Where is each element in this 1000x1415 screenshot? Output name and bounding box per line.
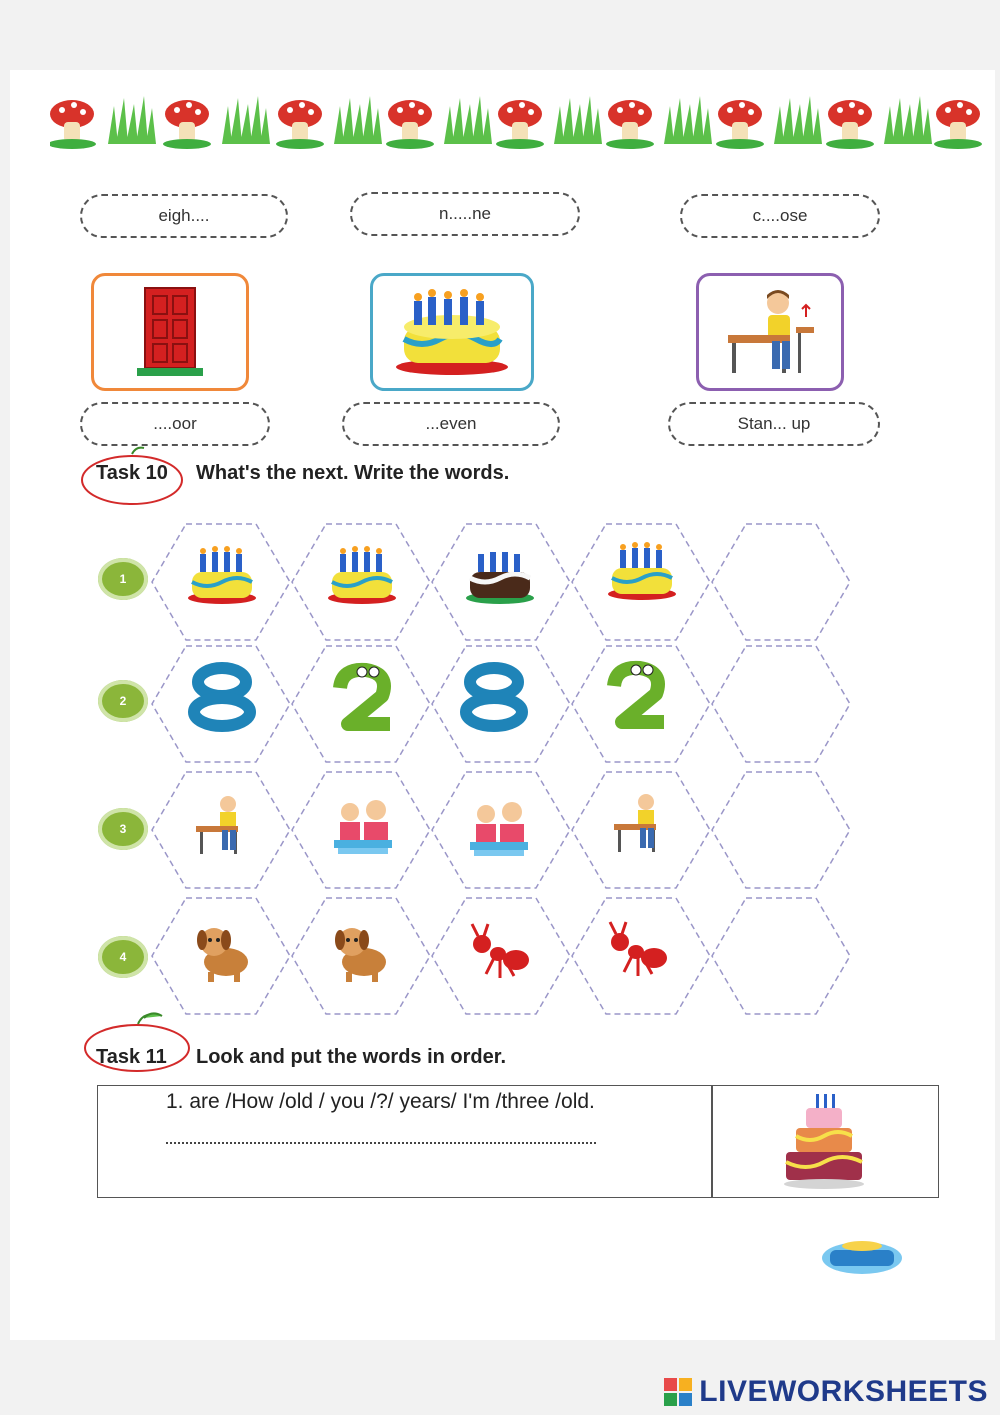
door-picture-box [91,273,249,391]
answer-hex-3[interactable] [710,770,852,894]
birthday-cake-icon [392,287,512,377]
row-badge-1: 1 [98,558,148,600]
row-badge-2: 2 [98,680,148,722]
sentence-table [97,1085,939,1198]
row-badge-4: 4 [98,936,148,978]
task11-instruction: Look and put the words in order. [196,1046,507,1068]
brand-name: LIVEWORKSHEETS [699,1375,988,1408]
layer-cake-icon [782,1092,866,1192]
row-badge-3: 3 [98,808,148,850]
liveworksheets-logo[interactable] [663,1375,988,1409]
answer-hex-1[interactable] [710,522,852,646]
task10-label: Task 10 [96,462,168,484]
answer-hex-4[interactable] [710,896,852,1020]
worksheet-page [10,70,995,1340]
answer-hex-2[interactable] [710,644,852,768]
answer-line-1[interactable] [166,1142,596,1144]
door-icon [135,286,205,378]
liveworksheets-icon [663,1377,693,1407]
scrambled-sentence-1: 1. are /How /old / you /?/ years/ I'm /three /old. [166,1090,595,1113]
fill-word-close[interactable]: c....ose [680,194,880,238]
fill-word-stand-up[interactable]: Stan... up [668,402,880,446]
table-divider [711,1086,713,1197]
task11-label: Task 11 [96,1046,167,1068]
cake-picture-box [370,273,534,391]
fill-word-door[interactable]: ....oor [80,402,270,446]
fill-word-eight[interactable]: eigh.... [80,194,288,238]
boy-standing-icon [720,287,820,377]
mushroom-grass-border [50,92,990,152]
fill-word-nine[interactable]: n.....ne [350,192,580,236]
smart-start-logo-icon [820,1238,904,1278]
stand-up-picture-box [696,273,844,391]
task10-instruction: What's the next. Write the words. [196,462,510,484]
fill-word-seven[interactable]: ...even [342,402,560,446]
